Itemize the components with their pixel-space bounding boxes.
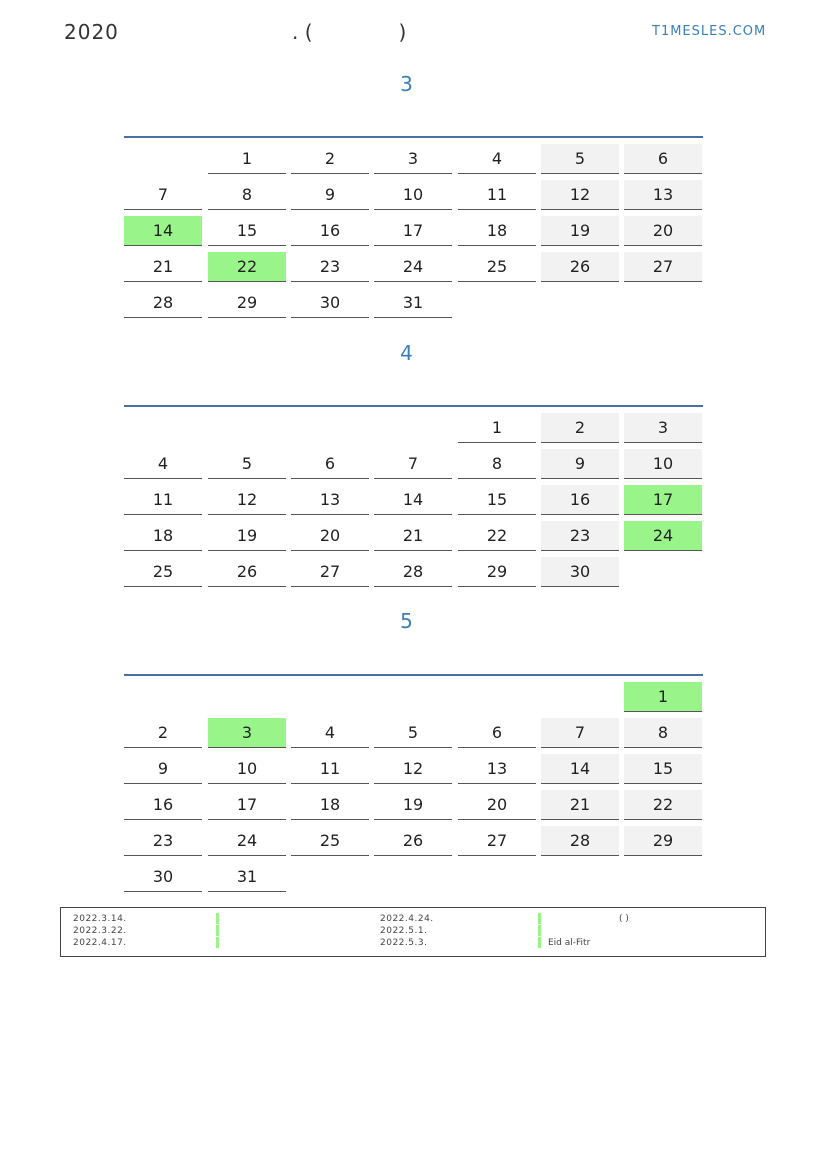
legend-swatch: [538, 937, 541, 948]
legend-date: 2022.5.1.: [380, 926, 428, 936]
day-cell: 11: [124, 485, 202, 515]
day-cell: 2: [541, 413, 619, 443]
day-cell: 24: [374, 252, 452, 282]
month-rule: [124, 674, 703, 676]
day-cell: 13: [624, 180, 702, 210]
day-cell: 10: [624, 449, 702, 479]
day-cell: 8: [624, 718, 702, 748]
day-cell: 7: [124, 180, 202, 210]
brand-link[interactable]: T1MESLES.COM: [652, 24, 767, 39]
legend-swatch: [216, 913, 219, 924]
legend-swatch: [538, 913, 541, 924]
legend-date: 2022.5.3.: [380, 938, 428, 948]
day-cell: 21: [124, 252, 202, 282]
day-cell: 6: [291, 449, 369, 479]
day-cell: 10: [208, 754, 286, 784]
header-subtitle-close: ): [398, 20, 407, 44]
legend-date: 2022.4.24.: [380, 914, 434, 924]
day-cell: 7: [541, 718, 619, 748]
day-cell: 14: [541, 754, 619, 784]
day-cell: 5: [374, 718, 452, 748]
legend-swatch: [216, 925, 219, 936]
legend-date: 2022.3.22.: [73, 926, 127, 936]
day-cell: 15: [624, 754, 702, 784]
day-cell: 24: [624, 521, 702, 551]
day-cell: 3: [374, 144, 452, 174]
day-cell: 31: [208, 862, 286, 892]
day-cell: 21: [541, 790, 619, 820]
header-year: 2020: [64, 20, 119, 44]
day-cell: 23: [124, 826, 202, 856]
day-cell: 25: [458, 252, 536, 282]
day-cell: 20: [458, 790, 536, 820]
day-cell: 27: [458, 826, 536, 856]
day-cell: 4: [458, 144, 536, 174]
day-cell: 16: [291, 216, 369, 246]
day-cell: 18: [291, 790, 369, 820]
month-title: 3: [400, 72, 413, 96]
day-cell: 1: [458, 413, 536, 443]
month-title: 4: [400, 341, 413, 365]
day-cell: 23: [541, 521, 619, 551]
day-cell: 5: [208, 449, 286, 479]
day-cell: 4: [124, 449, 202, 479]
day-cell: 31: [374, 288, 452, 318]
day-cell: 15: [208, 216, 286, 246]
day-cell: 2: [291, 144, 369, 174]
day-cell: 14: [374, 485, 452, 515]
day-cell: 22: [624, 790, 702, 820]
day-cell: 21: [374, 521, 452, 551]
legend-date: 2022.4.17.: [73, 938, 127, 948]
day-cell: 7: [374, 449, 452, 479]
day-cell: 22: [208, 252, 286, 282]
day-cell: 30: [291, 288, 369, 318]
legend-date: 2022.3.14.: [73, 914, 127, 924]
day-cell: 15: [458, 485, 536, 515]
day-cell: 26: [541, 252, 619, 282]
day-cell: 4: [291, 718, 369, 748]
legend-swatch: [538, 925, 541, 936]
day-cell: 20: [291, 521, 369, 551]
day-cell: 12: [374, 754, 452, 784]
legend-holiday-name: Eid al-Fitr: [548, 938, 591, 948]
day-cell: 17: [374, 216, 452, 246]
day-cell: 14: [124, 216, 202, 246]
day-cell: 27: [624, 252, 702, 282]
month-title: 5: [400, 609, 413, 633]
day-cell: 12: [208, 485, 286, 515]
day-cell: 9: [541, 449, 619, 479]
day-cell: 27: [291, 557, 369, 587]
day-cell: 13: [291, 485, 369, 515]
day-cell: 16: [124, 790, 202, 820]
day-cell: 2: [124, 718, 202, 748]
day-cell: 16: [541, 485, 619, 515]
day-cell: 1: [208, 144, 286, 174]
day-cell: 3: [624, 413, 702, 443]
day-cell: 23: [291, 252, 369, 282]
month-rule: [124, 405, 703, 407]
day-cell: 18: [458, 216, 536, 246]
day-cell: 1: [624, 682, 702, 712]
day-cell: 25: [124, 557, 202, 587]
day-cell: 20: [624, 216, 702, 246]
day-cell: 5: [541, 144, 619, 174]
day-cell: 25: [291, 826, 369, 856]
day-cell: 26: [374, 826, 452, 856]
day-cell: 26: [208, 557, 286, 587]
day-cell: 12: [541, 180, 619, 210]
day-cell: 28: [541, 826, 619, 856]
day-cell: 6: [458, 718, 536, 748]
day-cell: 19: [541, 216, 619, 246]
day-cell: 28: [124, 288, 202, 318]
day-cell: 3: [208, 718, 286, 748]
day-cell: 30: [541, 557, 619, 587]
header-subtitle: [292, 20, 406, 44]
day-cell: 8: [458, 449, 536, 479]
day-cell: 10: [374, 180, 452, 210]
header-subtitle-open: . (: [292, 20, 313, 44]
legend-holiday-name: ( ): [619, 914, 629, 924]
day-cell: 28: [374, 557, 452, 587]
legend-swatch: [216, 937, 219, 948]
day-cell: 19: [208, 521, 286, 551]
day-cell: 29: [458, 557, 536, 587]
day-cell: 24: [208, 826, 286, 856]
day-cell: 22: [458, 521, 536, 551]
day-cell: 17: [624, 485, 702, 515]
day-cell: 19: [374, 790, 452, 820]
month-rule: [124, 136, 703, 138]
day-cell: 17: [208, 790, 286, 820]
holiday-legend: [60, 907, 766, 957]
day-cell: 6: [624, 144, 702, 174]
day-cell: 11: [291, 754, 369, 784]
day-cell: 30: [124, 862, 202, 892]
day-cell: 29: [208, 288, 286, 318]
day-cell: 11: [458, 180, 536, 210]
day-cell: 13: [458, 754, 536, 784]
day-cell: 29: [624, 826, 702, 856]
day-cell: 18: [124, 521, 202, 551]
day-cell: 9: [124, 754, 202, 784]
day-cell: 9: [291, 180, 369, 210]
day-cell: 8: [208, 180, 286, 210]
